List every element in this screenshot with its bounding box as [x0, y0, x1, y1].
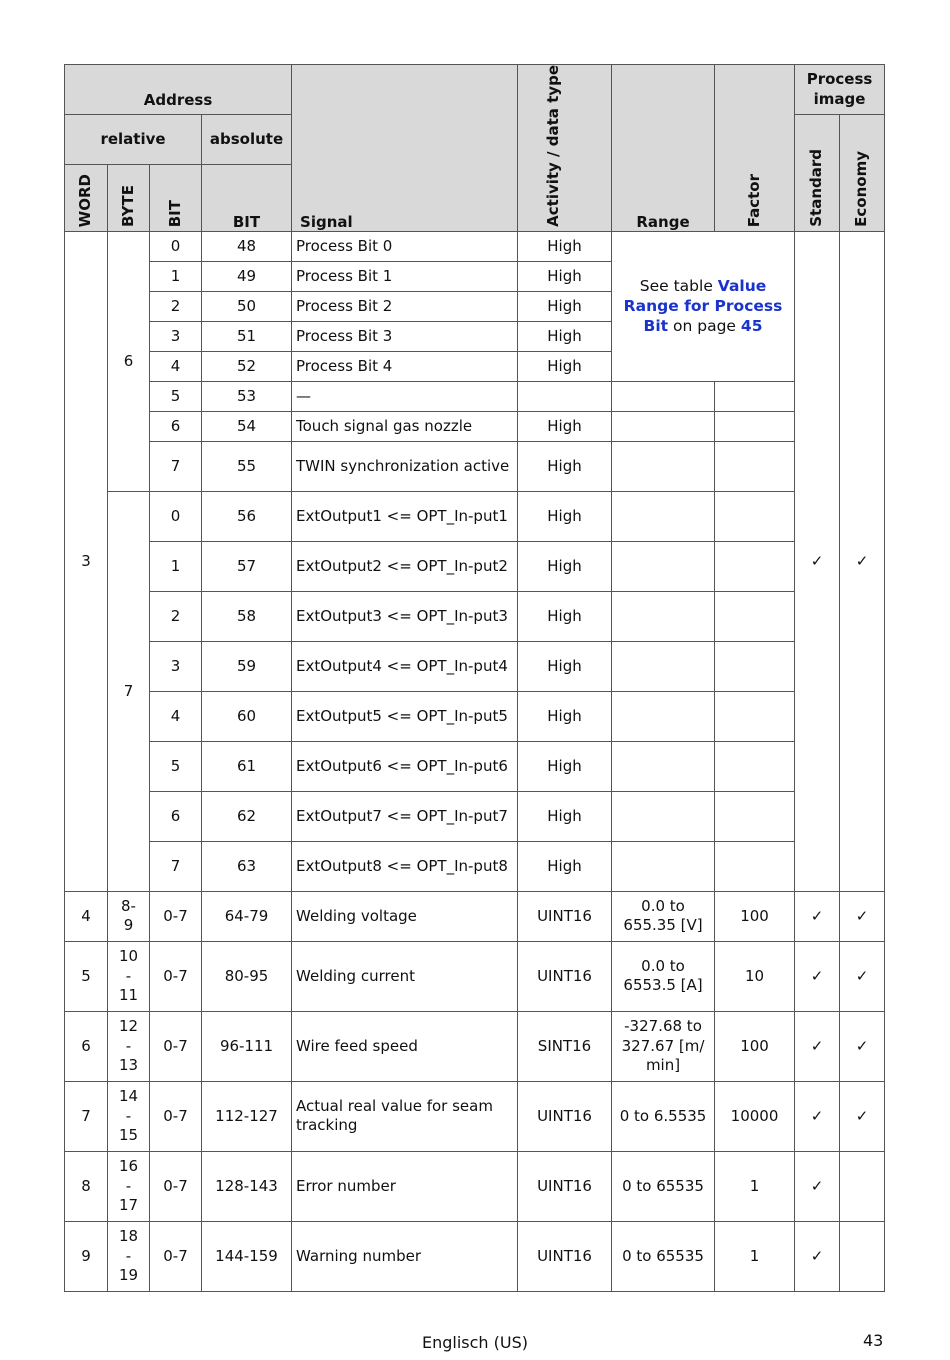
- range-note-mid: on page: [668, 317, 741, 336]
- word-header-text: WORD: [76, 173, 95, 227]
- activity-cell: High: [518, 261, 612, 291]
- table-row: [65, 841, 885, 891]
- standard-header-text: Standard: [807, 149, 826, 227]
- word-header: [65, 164, 108, 231]
- range-cell: [612, 441, 715, 491]
- abs-bit-cell: 50: [202, 291, 292, 321]
- byte-cell: 10 - 11: [108, 941, 150, 1011]
- range-cell: [612, 591, 715, 641]
- signal-cell: TWIN synchronization active: [292, 441, 518, 491]
- table-row: [65, 1081, 885, 1151]
- activity-cell: High: [518, 351, 612, 381]
- bit-header-text: BIT: [165, 199, 184, 227]
- abs-bit-cell: 64-79: [202, 891, 292, 941]
- bit-cell: 1: [150, 541, 202, 591]
- range-note-prefix: See table: [639, 277, 718, 296]
- address-header: Address: [65, 65, 292, 115]
- table-row: [65, 891, 885, 941]
- abs-bit-cell: 128-143: [202, 1151, 292, 1221]
- factor-cell: 10: [715, 941, 795, 1011]
- range-cell: [612, 741, 715, 791]
- abs-bit-cell: 80-95: [202, 941, 292, 1011]
- bit-cell: 1: [150, 261, 202, 291]
- signal-cell: ExtOutput4 <= OPT_In-put4: [292, 641, 518, 691]
- byte-cell: 12 - 13: [108, 1011, 150, 1081]
- absolute-header: absolute: [202, 115, 292, 165]
- signal-cell: Process Bit 3: [292, 321, 518, 351]
- activity-cell: High: [518, 231, 612, 261]
- standard-check: ✓: [795, 1011, 840, 1081]
- activity-cell: [518, 381, 612, 411]
- relative-header: relative: [65, 115, 202, 165]
- bit-cell: 5: [150, 381, 202, 411]
- activity-cell: High: [518, 791, 612, 841]
- abs-bit-cell: 96-111: [202, 1011, 292, 1081]
- bit-cell: 7: [150, 441, 202, 491]
- abs-bit-cell: 60: [202, 691, 292, 741]
- economy-check: ✓: [840, 1011, 885, 1081]
- signal-cell: ExtOutput3 <= OPT_In-put3: [292, 591, 518, 641]
- table-row: [65, 1221, 885, 1291]
- standard-check: ✓: [795, 941, 840, 1011]
- word-cell: 5: [65, 941, 108, 1011]
- economy-check: ✓: [840, 231, 885, 891]
- table-row: [65, 231, 885, 261]
- bit-cell: 7: [150, 841, 202, 891]
- bit-cell: 0: [150, 491, 202, 541]
- abs-bit-cell: 112-127: [202, 1081, 292, 1151]
- abs-bit-cell: 61: [202, 741, 292, 791]
- table-row: [65, 541, 885, 591]
- signal-cell: Actual real value for seam tracking: [292, 1081, 518, 1151]
- activity-cell: High: [518, 291, 612, 321]
- signal-cell: ExtOutput1 <= OPT_In-put1: [292, 491, 518, 541]
- signal-cell: Welding voltage: [292, 891, 518, 941]
- standard-header: [795, 115, 840, 232]
- range-cell: [612, 791, 715, 841]
- table-row: [65, 1011, 885, 1081]
- range-header: Range: [612, 65, 715, 232]
- abs-bit-cell: 63: [202, 841, 292, 891]
- abs-bit-cell: 144-159: [202, 1221, 292, 1291]
- factor-cell: [715, 381, 795, 411]
- range-cell: [612, 641, 715, 691]
- bit-cell: 2: [150, 291, 202, 321]
- byte-header-text: BYTE: [118, 184, 137, 227]
- standard-check: ✓: [795, 891, 840, 941]
- factor-cell: 1: [715, 1221, 795, 1291]
- activity-cell: SINT16: [518, 1011, 612, 1081]
- factor-cell: 10000: [715, 1081, 795, 1151]
- signal-cell: Process Bit 4: [292, 351, 518, 381]
- table-row: [65, 741, 885, 791]
- factor-cell: [715, 641, 795, 691]
- table-row: [65, 591, 885, 641]
- bit-cell: 4: [150, 351, 202, 381]
- activity-cell: High: [518, 321, 612, 351]
- factor-header: [715, 65, 795, 232]
- signal-cell: Process Bit 1: [292, 261, 518, 291]
- factor-cell: [715, 591, 795, 641]
- byte-cell: 16 - 17: [108, 1151, 150, 1221]
- factor-cell: [715, 691, 795, 741]
- activity-cell: High: [518, 741, 612, 791]
- value-range-link[interactable]: Value Range for Process Bit: [623, 277, 783, 336]
- bit-cell: 0: [150, 231, 202, 261]
- standard-check: ✓: [795, 231, 840, 891]
- standard-check: ✓: [795, 1151, 840, 1221]
- factor-cell: 100: [715, 891, 795, 941]
- word-cell: 8: [65, 1151, 108, 1221]
- bit-cell: 5: [150, 741, 202, 791]
- page-link[interactable]: 45: [740, 317, 763, 336]
- activity-cell: UINT16: [518, 1151, 612, 1221]
- factor-header-text: Factor: [744, 173, 763, 227]
- signal-cell: ExtOutput8 <= OPT_In-put8: [292, 841, 518, 891]
- signal-cell: ExtOutput2 <= OPT_In-put2: [292, 541, 518, 591]
- activity-cell: High: [518, 441, 612, 491]
- economy-check: ✓: [840, 1081, 885, 1151]
- signal-cell: ExtOutput7 <= OPT_In-put7: [292, 791, 518, 841]
- bit-cell: 6: [150, 411, 202, 441]
- activity-cell: UINT16: [518, 1081, 612, 1151]
- table-row: [65, 791, 885, 841]
- abs-bit-cell: 58: [202, 591, 292, 641]
- signal-cell: Process Bit 0: [292, 231, 518, 261]
- signal-cell: ExtOutput5 <= OPT_In-put5: [292, 691, 518, 741]
- economy-check: [840, 1151, 885, 1221]
- factor-cell: 1: [715, 1151, 795, 1221]
- abs-bit-cell: 57: [202, 541, 292, 591]
- bit-absolute-header: BIT: [202, 164, 292, 231]
- bit-cell: 0-7: [150, 891, 202, 941]
- activity-cell: High: [518, 641, 612, 691]
- bit-cell: 0-7: [150, 1151, 202, 1221]
- economy-header: [840, 115, 885, 232]
- economy-check: [840, 1221, 885, 1291]
- byte-cell: 8- 9: [108, 891, 150, 941]
- abs-bit-cell: 52: [202, 351, 292, 381]
- activity-cell: High: [518, 411, 612, 441]
- activity-header: [518, 65, 612, 232]
- activity-cell: High: [518, 841, 612, 891]
- byte-cell: 14 - 15: [108, 1081, 150, 1151]
- abs-bit-cell: 59: [202, 641, 292, 691]
- range-cell: 0.0 to 655.35 [V]: [612, 891, 715, 941]
- signal-cell: Touch signal gas nozzle: [292, 411, 518, 441]
- activity-cell: High: [518, 541, 612, 591]
- factor-cell: [715, 541, 795, 591]
- bit-cell: 0-7: [150, 1081, 202, 1151]
- signal-cell: Error number: [292, 1151, 518, 1221]
- signal-header: Signal: [292, 65, 518, 232]
- abs-bit-cell: 48: [202, 231, 292, 261]
- page-number: 43: [863, 1331, 884, 1350]
- abs-bit-cell: 55: [202, 441, 292, 491]
- economy-check: ✓: [840, 891, 885, 941]
- range-cell: [612, 491, 715, 541]
- factor-cell: [715, 411, 795, 441]
- table-row: [65, 411, 885, 441]
- activity-cell: UINT16: [518, 941, 612, 1011]
- standard-check: ✓: [795, 1221, 840, 1291]
- bit-cell: 3: [150, 321, 202, 351]
- abs-bit-cell: 62: [202, 791, 292, 841]
- signal-cell: Wire feed speed: [292, 1011, 518, 1081]
- word-cell: 4: [65, 891, 108, 941]
- activity-cell: UINT16: [518, 891, 612, 941]
- standard-check: ✓: [795, 1081, 840, 1151]
- range-cell: [612, 841, 715, 891]
- activity-cell: UINT16: [518, 1221, 612, 1291]
- activity-cell: High: [518, 691, 612, 741]
- range-cell: 0 to 65535: [612, 1221, 715, 1291]
- byte-cell: 6: [108, 231, 150, 491]
- abs-bit-cell: 56: [202, 491, 292, 541]
- bit-cell: 2: [150, 591, 202, 641]
- table-row: [65, 441, 885, 491]
- footer-language: Englisch (US): [421, 1333, 528, 1352]
- signal-cell: ExtOutput6 <= OPT_In-put6: [292, 741, 518, 791]
- bit-cell: 0-7: [150, 1221, 202, 1291]
- signal-cell: Welding current: [292, 941, 518, 1011]
- word-cell: 9: [65, 1221, 108, 1291]
- byte-header: [108, 164, 150, 231]
- word-cell: 7: [65, 1081, 108, 1151]
- range-cell: [612, 541, 715, 591]
- table-row: [65, 1151, 885, 1221]
- signal-cell: —: [292, 381, 518, 411]
- bit-cell: 0-7: [150, 1011, 202, 1081]
- factor-cell: [715, 791, 795, 841]
- table-row: [65, 941, 885, 1011]
- range-cell: [612, 411, 715, 441]
- table-row: [65, 641, 885, 691]
- table-row: [65, 491, 885, 541]
- abs-bit-cell: 54: [202, 411, 292, 441]
- word-cell: 6: [65, 1011, 108, 1081]
- factor-cell: [715, 741, 795, 791]
- bit-cell: 3: [150, 641, 202, 691]
- range-cell: -327.68 to 327.67 [m/ min]: [612, 1011, 715, 1081]
- range-cell: [612, 691, 715, 741]
- process-image-header: Process image: [795, 65, 885, 115]
- range-cell: 0 to 6.5535: [612, 1081, 715, 1151]
- economy-check: ✓: [840, 941, 885, 1011]
- bit-cell: 0-7: [150, 941, 202, 1011]
- activity-header-text: Activity / data type: [543, 65, 562, 227]
- signal-cell: Warning number: [292, 1221, 518, 1291]
- economy-header-text: Economy: [852, 151, 871, 227]
- byte-cell: 7: [108, 491, 150, 891]
- factor-cell: 100: [715, 1011, 795, 1081]
- table-row: [65, 691, 885, 741]
- factor-cell: [715, 841, 795, 891]
- signal-cell: Process Bit 2: [292, 291, 518, 321]
- table-row: [65, 381, 885, 411]
- range-note-cell: [612, 231, 795, 381]
- bit-cell: 6: [150, 791, 202, 841]
- bit-header: [150, 164, 202, 231]
- bit-cell: 4: [150, 691, 202, 741]
- word-cell: 3: [65, 231, 108, 891]
- byte-cell: 18 - 19: [108, 1221, 150, 1291]
- range-cell: [612, 381, 715, 411]
- abs-bit-cell: 49: [202, 261, 292, 291]
- range-cell: 0.0 to 6553.5 [A]: [612, 941, 715, 1011]
- activity-cell: High: [518, 591, 612, 641]
- factor-cell: [715, 441, 795, 491]
- factor-cell: [715, 491, 795, 541]
- abs-bit-cell: 53: [202, 381, 292, 411]
- process-data-table: [64, 64, 885, 1292]
- range-cell: 0 to 65535: [612, 1151, 715, 1221]
- activity-cell: High: [518, 491, 612, 541]
- abs-bit-cell: 51: [202, 321, 292, 351]
